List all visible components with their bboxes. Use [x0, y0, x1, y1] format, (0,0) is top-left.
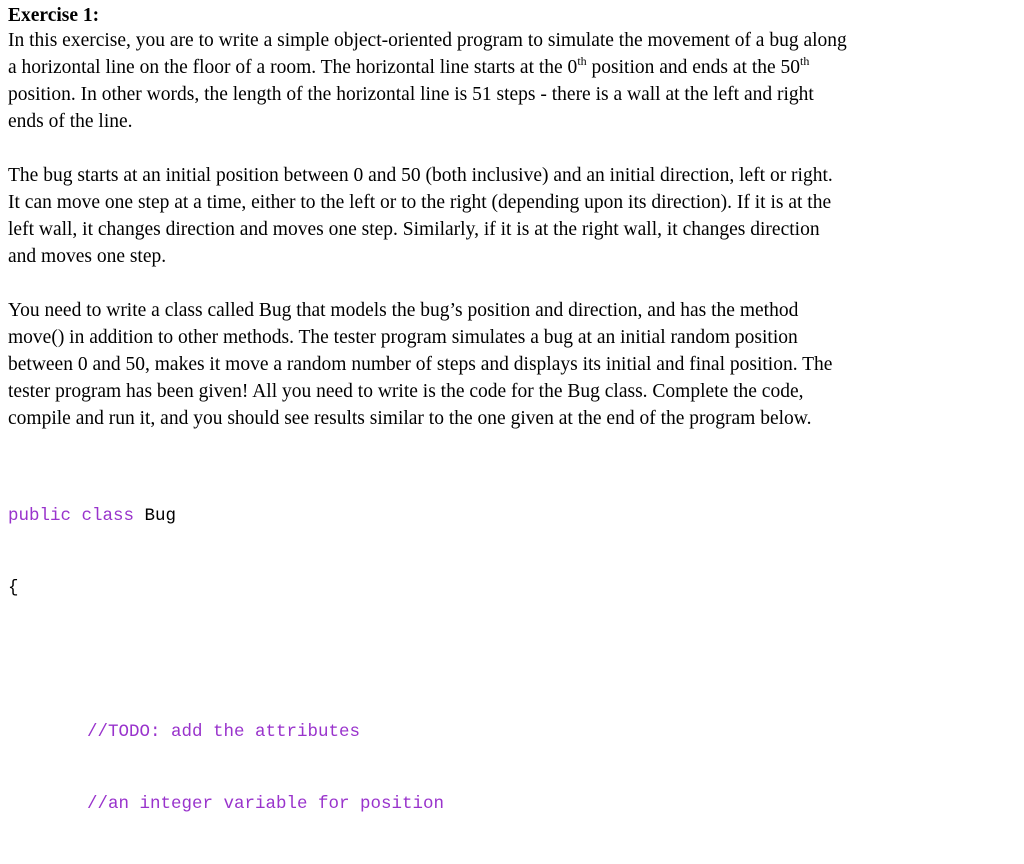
- behavior-line-3: left wall, it changes direction and moves one step. Similarly, if it is at the right wall, it changes direction: [8, 219, 820, 240]
- task-line-5: compile and run it, and you should see results similar to the one given at the end of the program below.: [8, 408, 812, 429]
- task-line-1: You need to write a class called Bug that models the bug’s position and direction, and has the method: [8, 300, 799, 321]
- behavior-line-4: and moves one step.: [8, 246, 167, 267]
- behavior-line-1: The bug starts at an initial position between 0 and 50 (both inclusive) and an initial direction, left or right.: [8, 165, 833, 186]
- code-blank-line: [8, 648, 1020, 672]
- behavior-line-2: It can move one step at a time, either to the left or to the right (depending upon its direction). If it is at the: [8, 192, 832, 213]
- task-paragraph: [8, 297, 1020, 432]
- code-comment: //TODO: add the attributes: [87, 722, 361, 742]
- task-line-2: move() in addition to other methods. The tester program simulates a bug at an initial random position: [8, 327, 798, 348]
- paragraph-gap: [8, 270, 1020, 297]
- code-comment-line-2: [8, 792, 1020, 816]
- intro-line-2-part-b: position and ends at the 50: [586, 57, 801, 78]
- intro-line-1: In this exercise, you are to write a simple object-oriented program to simulate the movement of a bug along: [8, 30, 847, 51]
- intro-line-4: ends of the line.: [8, 111, 133, 132]
- code-comment: //an integer variable for position: [87, 794, 445, 814]
- code-block: [8, 456, 1020, 864]
- superscript-th-1: th: [577, 53, 587, 68]
- code-open-brace: {: [8, 578, 19, 598]
- paragraph-gap: [8, 135, 1020, 162]
- intro-paragraph: [8, 27, 1020, 135]
- intro-line-3: position. In other words, the length of the horizontal line is 51 steps - there is a wall at the left and right: [8, 84, 814, 105]
- intro-line-2: [8, 54, 1020, 81]
- code-class-declaration: [8, 504, 1020, 528]
- code-class-name: Bug: [134, 506, 177, 526]
- paragraph-gap: [8, 432, 1020, 456]
- bug-behavior-paragraph: [8, 162, 1020, 270]
- superscript-th-2: th: [800, 53, 810, 68]
- document: [8, 0, 1020, 864]
- task-line-3: between 0 and 50, makes it move a random number of steps and displays its initial and final position. The: [8, 354, 833, 375]
- code-keyword: public class: [8, 506, 135, 526]
- exercise-heading: Exercise 1:: [8, 5, 100, 26]
- code-comment-line-1: [8, 720, 1020, 744]
- task-line-4: tester program has been given! All you need to write is the code for the Bug class. Complete the code,: [8, 381, 804, 402]
- intro-line-2-part-a: a horizontal line on the floor of a room. The horizontal line starts at the 0: [8, 57, 578, 78]
